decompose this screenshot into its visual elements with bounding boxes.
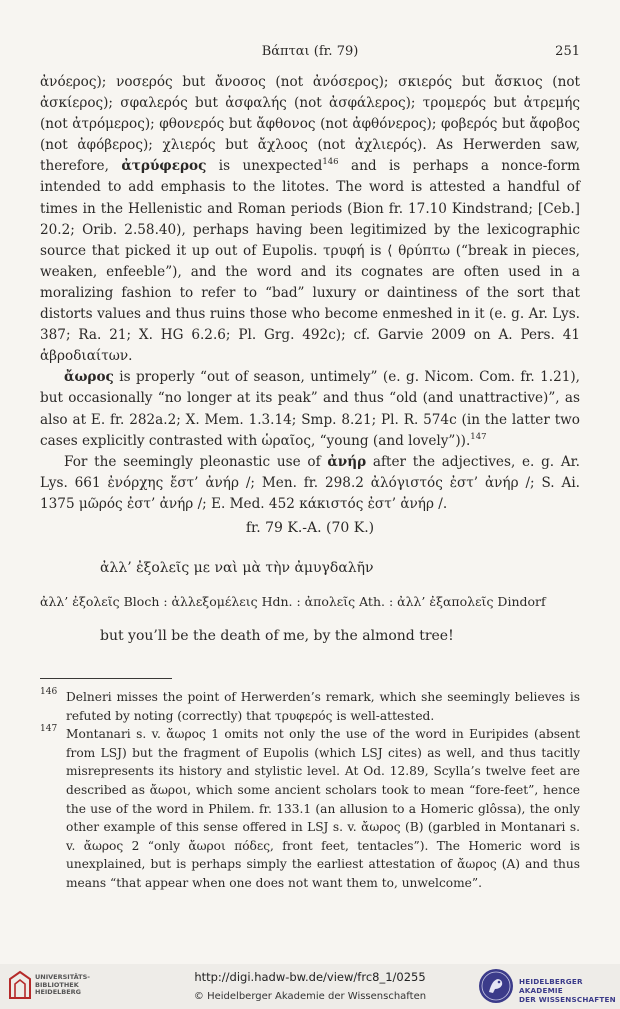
copyright-notice: © Heidelberger Akademie der Wissenschaften bbox=[193, 991, 427, 1002]
viewer-footer bbox=[0, 964, 620, 1009]
paragraph: ἄωρος is properly “out of season, untimely” (e. g. Nicom. Com. fr. 1.21), but occasionally “no longer at its peak” and thus “old (and unattractive)”, as also at E. fr. 282a.2; X. Mem. 1.3.14; Smp. 8.21; Pl. R. 574c (in the latter two cases explicitly contrasted with ὡραῖος, “young (and lovely”)).$^{147}$ bbox=[40, 369, 580, 449]
running-title: Βάπται (fr. 79) bbox=[261, 44, 359, 59]
fragment-text: ἀλλ’ ἐξολεῖς με ναὶ μὰ τὴν ἀμυγδαλῆν bbox=[100, 560, 374, 576]
academy-name: HEIDELBERGER AKADEMIE DER WISSENSCHAFTEN bbox=[519, 977, 616, 1004]
running-header bbox=[40, 44, 580, 62]
lemma-word: ἄωρος bbox=[64, 369, 114, 386]
fragment-heading: fr. 79 K.-A. (70 K.) bbox=[245, 520, 375, 536]
academy-logo-icon[interactable] bbox=[478, 968, 514, 1004]
lemma-word: ἀνήρ bbox=[327, 453, 367, 470]
footnote: 147 Montanari s. v. ἄωρος 1 omits not only the use of the word in Euripides (absent from LSJ) but the fragment of Eupolis (which LSJ cites) as well, and thus tacitly misrepresents its history and stylistic level. At Od. 12.89, Scylla’s twelve feet are described as ἄωροι, which some ancient scholars took to mean “fore-feet”, hence the use of the word in Philem. fr. 133.1 (an allusion to a Homeric glôssa), the only other example of this sense offered in LSJ s. v. ἄωρος (B) (garbled in Montanari s. v. ἄωρος 2 “only ἄωροι πόδες, front feet, tentacles”). The Homeric word is unexplained, but is perhaps simply the earliest attestation of ἄωρος (A) and thus means “that appear when one does not want them to, unwelcome”. bbox=[40, 725, 580, 892]
permalink-url[interactable]: http://digi.hadw-bw.de/view/frc8_1/0255 bbox=[194, 970, 426, 984]
footnote: 146 Delneri misses the point of Herwerden’s remark, which she seemingly believes is refuted by noting (correctly) that τρυφερός is well-attested. bbox=[40, 688, 580, 725]
paragraph: ἀνόερος); νοσερός but ἄνοσος (not ἀνόσερος); σκιερός but ἄσκιος (not ἀσκίερος); σφαλερός but ἀσφαλής (not ἀσφάλερος); τρομερός but ἀτρεμής (not ἀτρόμερος); φθονερός but ἄφθονος (not ἀφθόνερος); φοβερός but ἄφοβος (not ἀφόβερος); χλιερός but ἄχλοος (not ἀχλιερός). As Herwerden saw, therefore, ἀτρύφερος is unexpected$^{146}$ and is perhaps a nonce-form intended to add emphasis to the litotes. The word is attested a handful of times in the Hellenistic and Roman periods (Bion fr. 17.10 Kindstrand; [Ceb.] 20.2; Orib. 2.58.40), perhaps having been legitimized by the lexicographic source that picked it up out of Eupolis. τρυφή is ⟨ θρύπτω (“break in pieces, weaken, enfeeble”), and the word and its cognates are often used in a moralizing fashion to refer to “bad” luxury or daintiness of the sort that distorts values and thus ruins those who become enmeshed in it (e. g. Ar. Lys. 387; Ra. 21; X. HG 6.2.6; Pl. Grg. 492c); cf. Garvie 2009 on A. Pers. 41 ἁβροδιαίτων. bbox=[40, 74, 580, 365]
critical-apparatus: ἀλλ’ ἐξολεῖς Bloch : ἀλλεξομέλεις Hdn. : ἀπολεῖς Ath. : ἀλλ’ ἐξαπολεῖς Dindorf bbox=[40, 594, 546, 609]
lemma-word: ἀτρύφερος bbox=[121, 158, 207, 175]
library-name: UNIVERSITÄTS- BIBLIOTHEK HEIDELBERG bbox=[35, 973, 90, 996]
paragraph: For the seemingly pleonastic use of ἀνήρ after the adjectives, e. g. Ar. Lys. 661 ἐνόρχης ἔστ’ ἀνήρ /; Men. fr. 298.2 ἀλόγιστός ἐστ’ ἀνήρ /; S. Ai. 1375 μῶρός ἐστ’ ἀνήρ /; E. Med. 452 κάκιστός ἐστ’ ἀνήρ /. bbox=[40, 453, 580, 512]
footnote-ref[interactable]: 147 bbox=[470, 431, 487, 442]
footnotes bbox=[40, 688, 580, 893]
footnote-ref[interactable]: 146 bbox=[322, 157, 339, 168]
footnote-number: 147 bbox=[40, 724, 58, 735]
page-number: 251 bbox=[555, 44, 580, 59]
fragment-translation: but you’ll be the death of me, by the almond tree! bbox=[100, 628, 454, 644]
footnote-divider bbox=[40, 678, 172, 679]
footnote-number: 146 bbox=[40, 687, 58, 697]
commentary-body bbox=[40, 72, 580, 515]
